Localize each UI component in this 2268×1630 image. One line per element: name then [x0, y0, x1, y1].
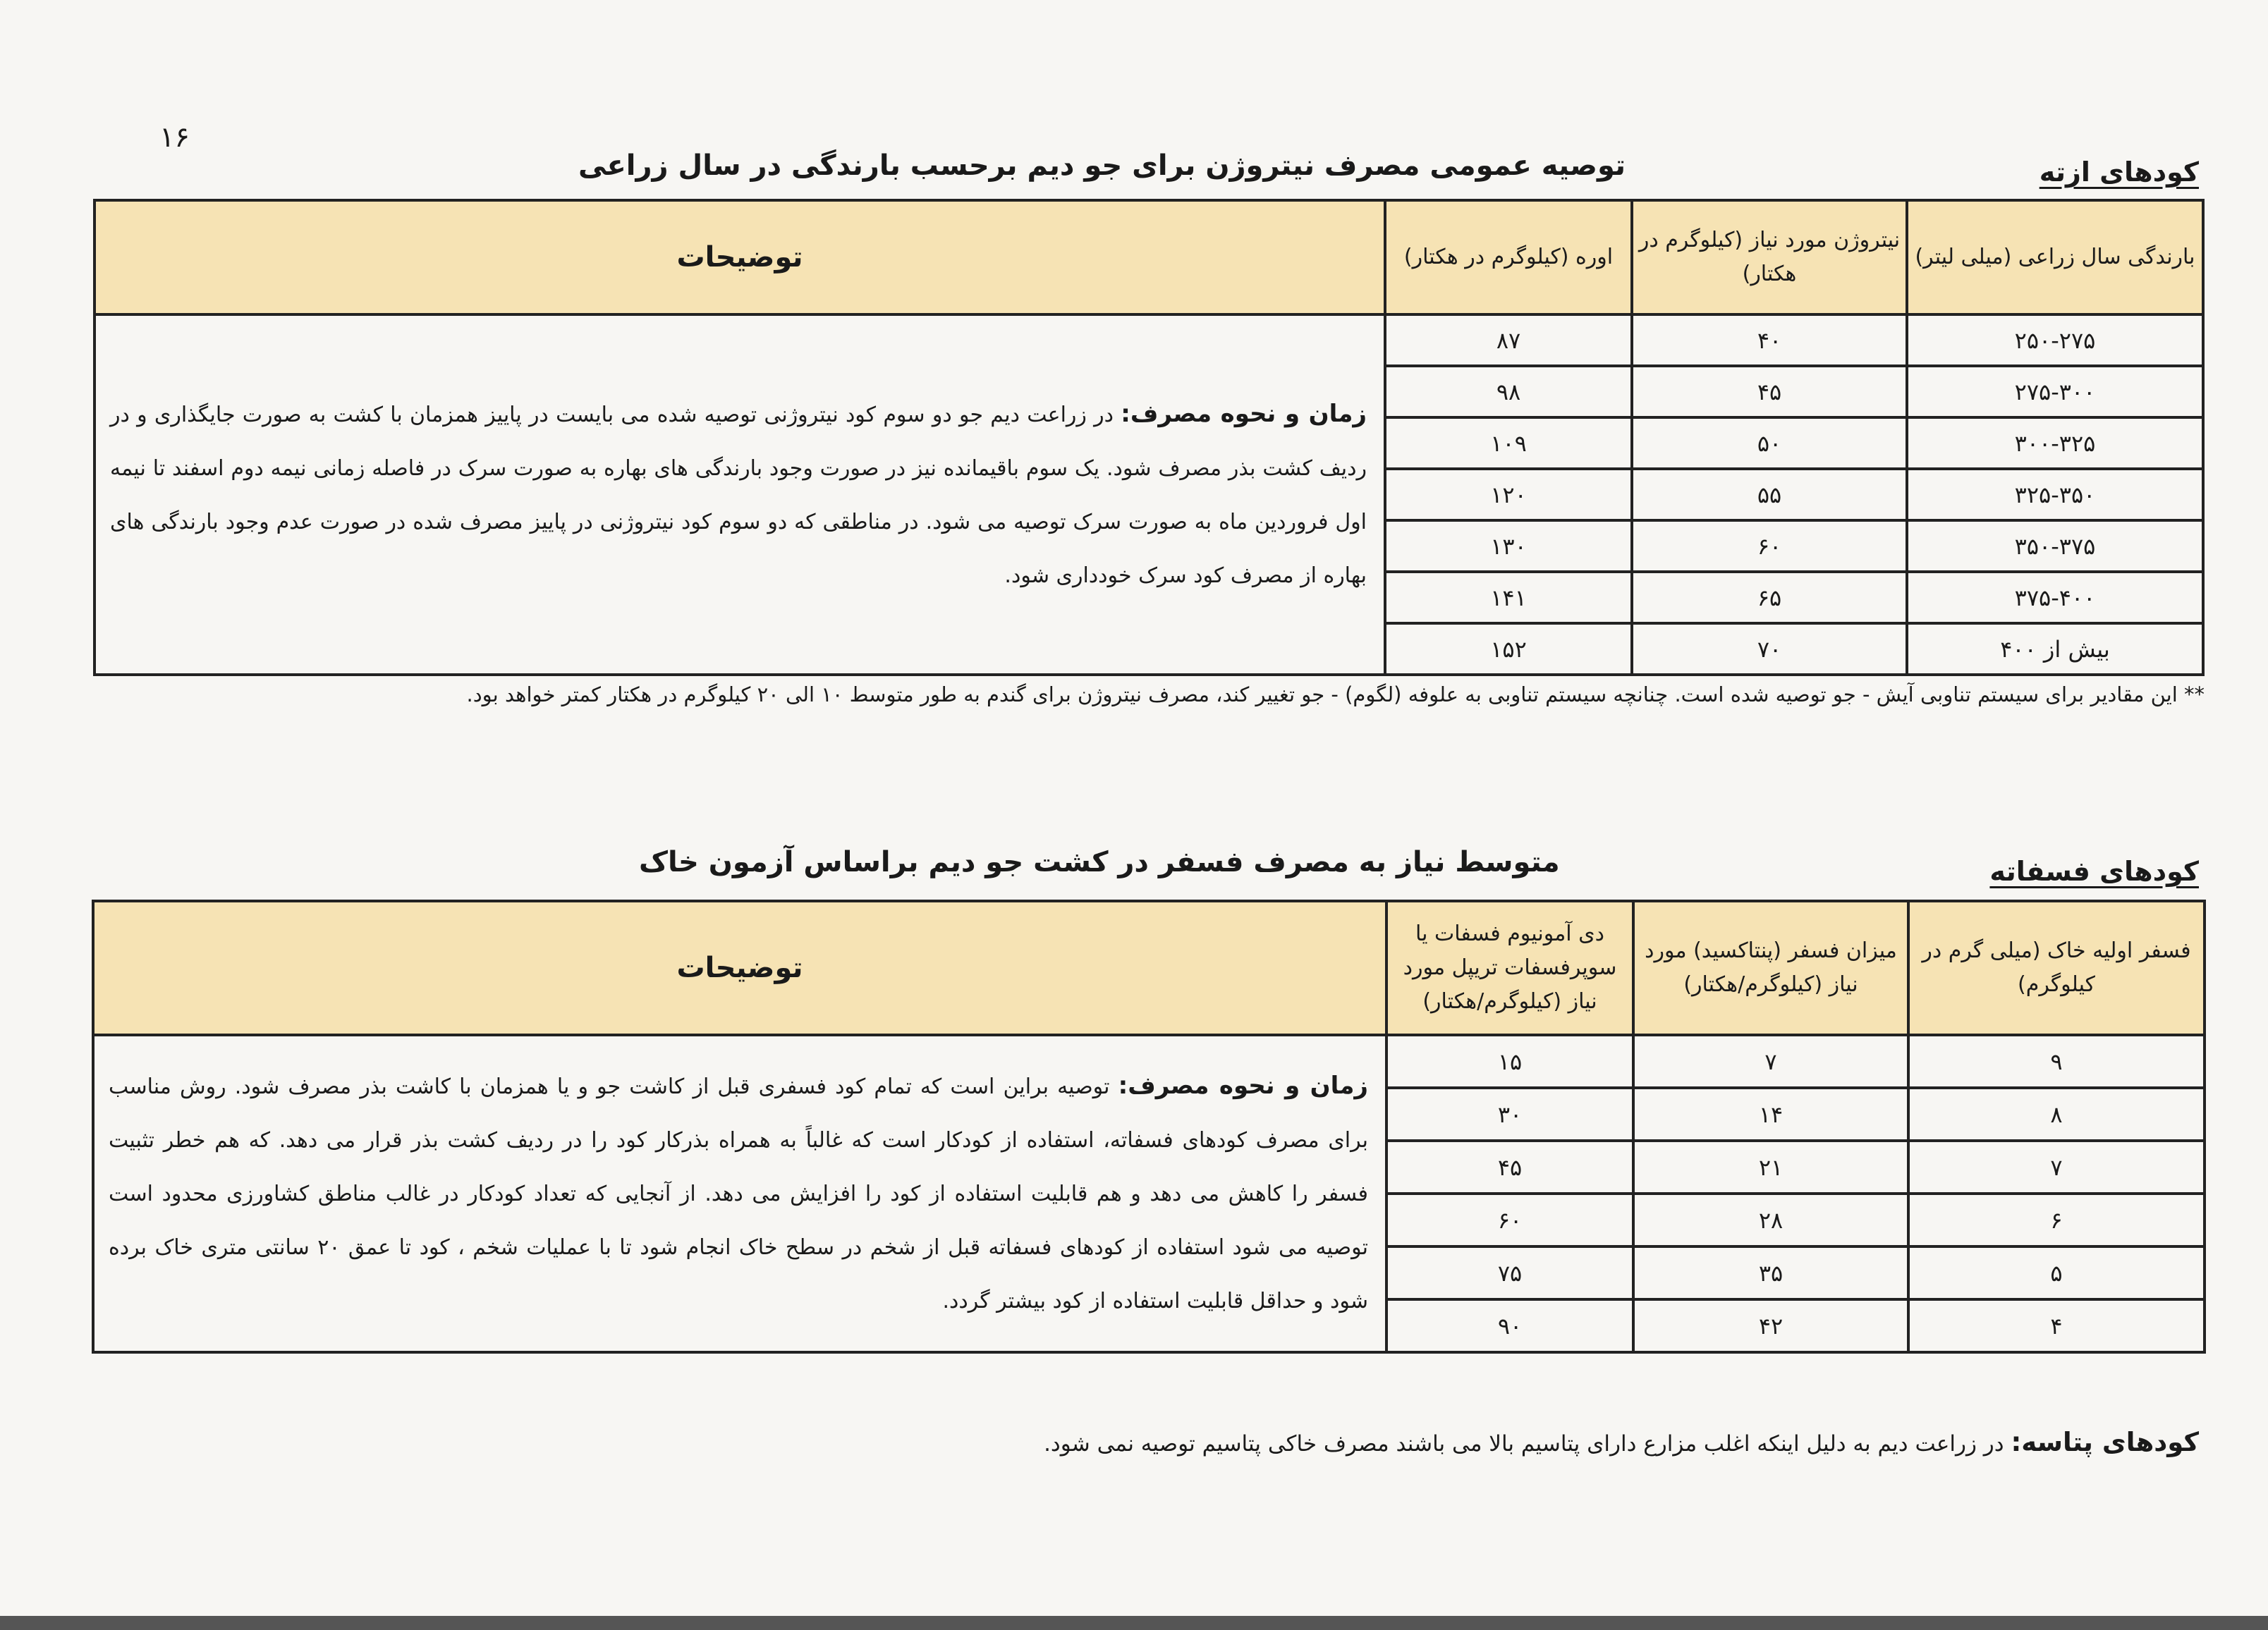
header-soil-phosphorus: فسفر اولیه خاک (میلی گرم در کیلوگرم): [1908, 901, 2205, 1035]
notes-text: در زراعت دیم جو دو سوم کود نیتروژنی توصیه شده می بایست در پاییز همزمان با کشت به صورت جایگذاری و در ردیف کشت بذر مصرف شود. یک سوم باقیمانده نیز در صورت وجود بارندگی های بهاره به صورت سرک در فاصله زمانی نیمه دوم اسفند تا نیمه اول فروردین ماه به صورت سرک توصیه می شود. در مناطقی که دو سوم کود نیتروژنی در پاییز مصرف شده در صورت عدم وجود بارندگی های بهاره از مصرف کود سرک خودداری شود.: [110, 402, 1367, 588]
table-cell: ۷۰: [1632, 623, 1907, 675]
page-number: ۱۶: [159, 121, 190, 154]
table-cell: ۹۸: [1385, 366, 1632, 417]
nitrogen-footnote: ** این مقادیر برای سیستم تناوبی آیش - جو توصیه شده است. چنانچه سیستم تناوبی به علوفه (لگوم) - جو تغییر کند، مصرف نیتروژن برای گندم به طور متوسط ۱۰ الی ۲۰ کیلوگرم در هکتار کمتر خواهد بود.: [466, 682, 2205, 706]
table-cell: ۷: [1908, 1141, 2205, 1194]
nitrogen-table-title: توصیه عمومی مصرف نیتروژن برای جو دیم برحسب بارندگی در سال زراعی: [578, 149, 1626, 182]
table-cell: ۳۰۰-۳۲۵: [1907, 417, 2203, 469]
table-cell: ۱۰۹: [1385, 417, 1632, 469]
table-cell: ۴۰: [1632, 314, 1907, 366]
header-notes: توضیحات: [93, 901, 1386, 1035]
header-urea: اوره (کیلوگرم در هکتار): [1385, 200, 1632, 314]
section-label-nitrogen: کودهای ازته: [2039, 157, 2199, 188]
potash-text: در زراعت دیم به دلیل اینکه اغلب مزارع دارای پتاسیم بالا می باشند مصرف خاکی پتاسیم توصیه نمی شود.: [1044, 1431, 2004, 1457]
table-cell: ۶۵: [1632, 572, 1907, 623]
potash-paragraph: [1044, 1427, 2199, 1457]
table-cell: ۳۵: [1633, 1246, 1908, 1299]
header-fertilizer: دی آمونیوم فسفات یا سوپرفسفات تریپل مورد نیاز (کیلوگرم/هکتار): [1386, 901, 1633, 1035]
header-notes: توضیحات: [94, 200, 1385, 314]
table-cell: ۱۵: [1386, 1035, 1633, 1088]
table-cell: ۳۷۵-۴۰۰: [1907, 572, 2203, 623]
phosphate-table: [92, 900, 2206, 1354]
table-cell: ۲۵۰-۲۷۵: [1907, 314, 2203, 366]
table-cell: ۲۸: [1633, 1194, 1908, 1246]
table-cell: ۲۱: [1633, 1141, 1908, 1194]
table-cell: ۱۵۲: [1385, 623, 1632, 675]
potash-label: کودهای پتاسه:: [2011, 1427, 2199, 1457]
notes-text: توصیه براین است که تمام کود فسفری قبل از کاشت جو و یا همزمان با کاشت بذر مصرف شود. روش مناسب برای مصرف کودهای فسفاته، استفاده از کودکار است که غالباً به همراه بذرکار کود را در ردیف کشت بذر قرار می دهد. که هم خطر تثبیت فسفر را کاهش می دهد و هم قابلیت استفاده از کود را افزایش می دهد. از آنجایی که تعداد کودکار در غالب مناطق کشاورزی محدود است توصیه می شود استفاده از کودهای فسفاته قبل از شخم در سطح خاک انجام شود تا با عملیات شخم ، کود تا عمق ۲۰ سانتی متری خاک برده شود و حداقل قابلیت استفاده از کود بیشتر گردد.: [109, 1074, 1368, 1313]
header-rainfall: بارندگی سال زراعی (میلی لیتر): [1907, 200, 2203, 314]
table-cell: ۹: [1908, 1035, 2205, 1088]
header-nitrogen: نیتروژن مورد نیاز (کیلوگرم در هکتار): [1632, 200, 1907, 314]
table-cell: ۳۲۵-۳۵۰: [1907, 469, 2203, 520]
phosphate-notes-cell: [93, 1035, 1386, 1352]
table-cell: ۱۳۰: [1385, 520, 1632, 572]
table-cell: ۲۷۵-۳۰۰: [1907, 366, 2203, 417]
table-cell: ۹۰: [1386, 1299, 1633, 1352]
table-cell: ۶۰: [1632, 520, 1907, 572]
phosphate-table-title: متوسط نیاز به مصرف فسفر در کشت جو دیم براساس آزمون خاک: [639, 846, 1560, 878]
notes-label: زمان و نحوه مصرف:: [1118, 1072, 1368, 1100]
table-cell: ۶۰: [1386, 1194, 1633, 1246]
table-cell: ۷۵: [1386, 1246, 1633, 1299]
section-label-phosphate: کودهای فسفاته: [1989, 856, 2199, 887]
notes-label: زمان و نحوه مصرف:: [1121, 399, 1367, 428]
table-cell: ۴۵: [1386, 1141, 1633, 1194]
table-cell: ۸: [1908, 1088, 2205, 1141]
table-cell: ۴۵: [1632, 366, 1907, 417]
page-bottom-edge: [0, 1616, 2268, 1630]
table-cell: ۷: [1633, 1035, 1908, 1088]
table-cell: بیش از ۴۰۰: [1907, 623, 2203, 675]
table-cell: ۴۲: [1633, 1299, 1908, 1352]
table-cell: ۸۷: [1385, 314, 1632, 366]
header-p2o5: میزان فسفر (پنتاکسید) مورد نیاز (کیلوگرم/هکتار): [1633, 901, 1908, 1035]
table-cell: ۵: [1908, 1246, 2205, 1299]
nitrogen-table: [93, 199, 2205, 676]
table-cell: ۳۵۰-۳۷۵: [1907, 520, 2203, 572]
table-cell: ۳۰: [1386, 1088, 1633, 1141]
table-cell: ۶: [1908, 1194, 2205, 1246]
nitrogen-notes-cell: [94, 314, 1385, 675]
table-cell: ۱۲۰: [1385, 469, 1632, 520]
table-cell: ۱۴: [1633, 1088, 1908, 1141]
table-cell: ۴: [1908, 1299, 2205, 1352]
table-cell: ۱۴۱: [1385, 572, 1632, 623]
table-cell: ۵۰: [1632, 417, 1907, 469]
table-cell: ۵۵: [1632, 469, 1907, 520]
